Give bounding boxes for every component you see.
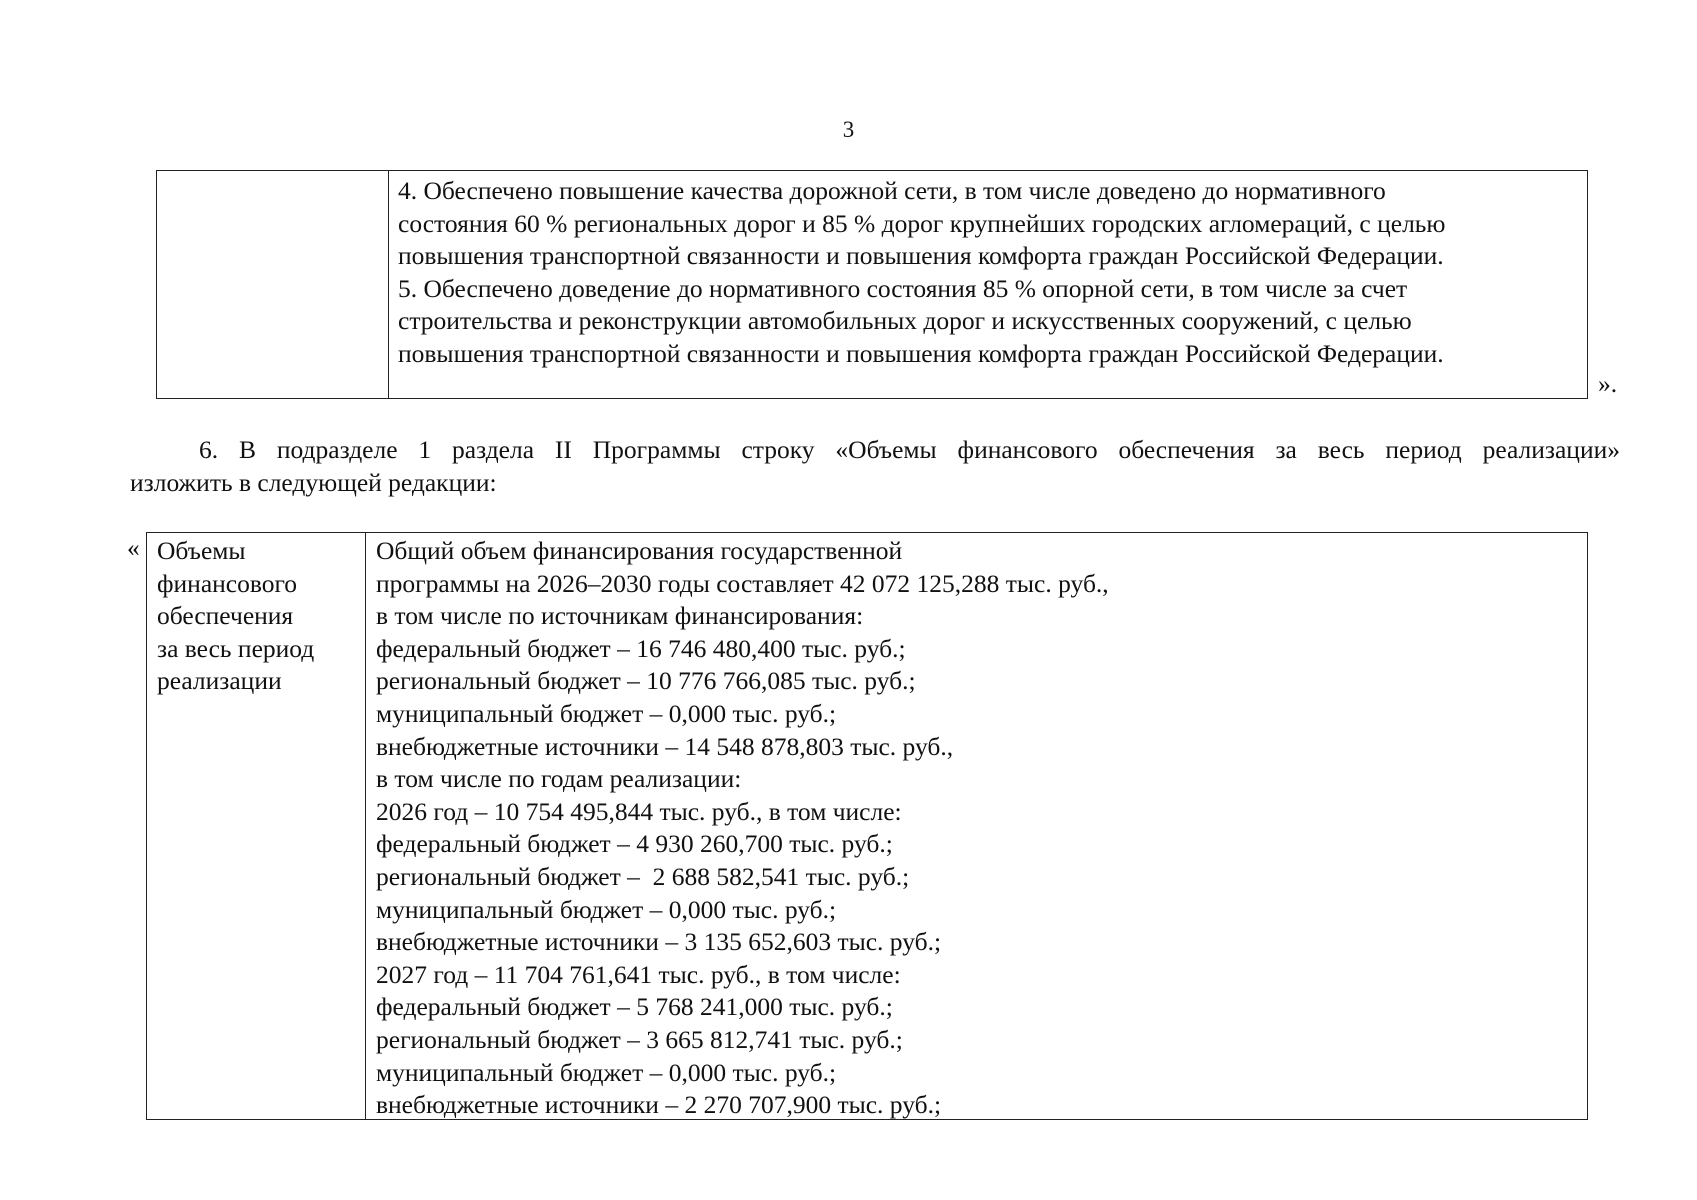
label-line: обеспечения [157, 601, 294, 631]
funding-line: федеральный бюджет – 5 768 241,000 тыс. руб.; [376, 992, 893, 1022]
funding-line: внебюджетные источники – 14 548 878,803 тыс. руб., [376, 731, 954, 761]
funding-table [146, 532, 1588, 1120]
results-line: 4. Обеспечено повышение качества дорожной сети, в том числе доведено до нормативного [398, 176, 1386, 205]
label-line: финансового [157, 568, 298, 598]
opening-quote: « [127, 533, 140, 562]
results-line: строительства и реконструкции автомобильных дорог и искусственных сооружений, с целью [398, 306, 1412, 336]
funding-line: муниципальный бюджет – 0,000 тыс. руб.; [376, 1057, 837, 1087]
funding-value-cell [376, 535, 1576, 1122]
funding-line: 2026 год – 10 754 495,844 тыс. руб., в том числе: [376, 796, 902, 826]
results-cell [398, 175, 1578, 371]
funding-line: федеральный бюджет – 4 930 260,700 тыс. руб.; [376, 829, 893, 859]
funding-line: в том числе по годам реализации: [376, 764, 742, 794]
amendment-paragraph [130, 434, 1620, 499]
page-number: 3 [842, 117, 855, 142]
funding-line: внебюджетные источники – 3 135 652,603 тыс. руб.; [376, 927, 942, 957]
label-line: Объемы [157, 536, 246, 565]
funding-line: в том числе по источникам финансирования: [376, 601, 864, 631]
funding-line: федеральный бюджет – 16 746 480,400 тыс. руб.; [376, 633, 906, 663]
funding-line: региональный бюджет – 2 688 582,541 тыс. руб.; [376, 861, 910, 891]
results-line: повышения транспортной связанности и повышения комфорта граждан Российской Федерации. [398, 241, 1444, 271]
results-line: состояния 60 % региональных дорог и 85 % дорог крупнейших городских агломераций, с целью [398, 208, 1446, 238]
funding-line: региональный бюджет – 3 665 812,741 тыс. руб.; [376, 1024, 903, 1054]
table-column-divider [365, 533, 366, 1119]
funding-line: региональный бюджет – 10 776 766,085 тыс. руб.; [376, 666, 916, 696]
paragraph-line: 6. В подразделе 1 раздела II Программы строку «Объемы финансового обеспечения за весь период реализации» [199, 435, 1620, 464]
paragraph-line: изложить в следующей редакции: [130, 467, 497, 497]
results-line: повышения транспортной связанности и повышения комфорта граждан Российской Федерации. [398, 338, 1444, 368]
funding-line: муниципальный бюджет – 0,000 тыс. руб.; [376, 894, 837, 924]
funding-line: Общий объем финансирования государственной [376, 536, 903, 565]
funding-line: муниципальный бюджет – 0,000 тыс. руб.; [376, 698, 837, 728]
results-table [156, 170, 1588, 399]
label-line: за весь период [157, 633, 315, 663]
results-line: 5. Обеспечено доведение до нормативного состояния 85 % опорной сети, в том числе за счет [398, 273, 1408, 303]
funding-label-cell [157, 535, 357, 698]
label-line: реализации [157, 666, 282, 696]
funding-line: 2027 год – 11 704 761,641 тыс. руб., в том числе: [376, 959, 901, 989]
funding-line: программы на 2026–2030 годы составляет 42 072 125,288 тыс. руб., [376, 568, 1109, 598]
funding-line: внебюджетные источники – 2 270 707,900 тыс. руб.; [376, 1090, 942, 1120]
closing-quote: ». [1598, 369, 1618, 398]
table-column-divider [388, 171, 389, 398]
